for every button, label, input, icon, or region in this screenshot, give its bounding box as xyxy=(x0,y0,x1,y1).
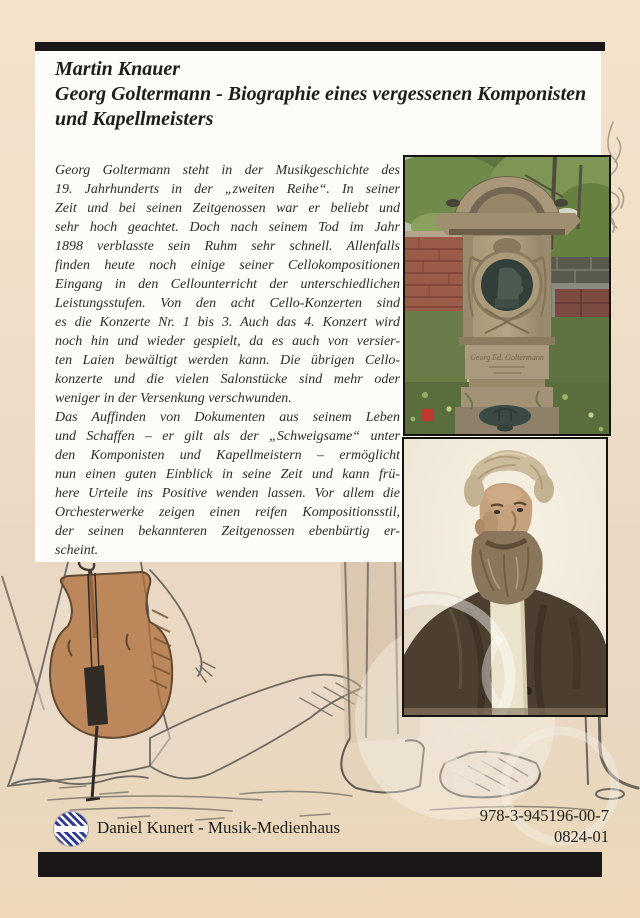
monument-photo xyxy=(403,155,611,436)
publisher-name: Daniel Kunert - Musik-Medienhaus xyxy=(97,818,341,837)
body-text-line: 19. Jahrhunderts in der „zweiten Reihe“. In seiner xyxy=(55,182,400,197)
body-text-line: sehr hoch geachtet. Doch nach seinem Tod im Jahr xyxy=(55,220,400,235)
body-text-line: noch hin und wieder gespielt, da es auch von versier- xyxy=(55,334,400,349)
isbn-block xyxy=(480,805,609,847)
monument-photo-image xyxy=(405,157,609,434)
body-text-line: Orchesterwerke zeigen einen reifen Kompositionsstil, xyxy=(55,505,400,520)
body-text-line: und Schaffen – er gilt als der „Schweigsame“ unter xyxy=(55,429,400,444)
body-text-line: es die Konzerte Nr. 1 bis 3. Auch das 4. Konzert wird xyxy=(55,315,400,330)
body-text-line: ten Laien bewältigt werden kann. Die übrigen Cello- xyxy=(55,353,400,368)
grave-candle xyxy=(421,409,433,421)
body-text-line: Zeit und bei seinen Zeitgenossen war er beliebt und xyxy=(55,201,400,216)
order-number: 0824-01 xyxy=(554,827,609,846)
body-text-line: 1898 verblasste sein Ruhm sehr schnell. Allenfalls xyxy=(55,239,400,254)
portrait-photo xyxy=(402,437,608,717)
body-text-line: here Urteile ins Positive wenden lassen. Vor allem die xyxy=(55,486,400,501)
body-text-line: Leistungsstufen. Von den acht Cello-Konzerten sind xyxy=(55,296,400,311)
publisher-logo-icon xyxy=(54,812,88,846)
portrait-eye-right xyxy=(517,508,523,512)
isbn-number: 978-3-945196-00-7 xyxy=(479,806,609,825)
body-text-line: scheint. xyxy=(55,543,99,558)
bottom-rule xyxy=(38,852,602,877)
author-line: Martin Knauer xyxy=(55,58,181,80)
portrait-eye-left xyxy=(494,510,500,514)
body-text-line: finden heute noch einige seiner Cellokompositionen xyxy=(55,258,400,273)
top-rule xyxy=(35,42,605,51)
body-text-line: weniger in der Versenkung verschwunden. xyxy=(55,391,292,406)
portrait-beard xyxy=(471,531,542,605)
body-text-line: konzerte und die vielen Salonstücke sind mehr oder xyxy=(55,372,400,387)
body-text-line: Das Auffinden von Dokumenten aus seinem Leben xyxy=(55,410,400,425)
body-text-line: den Komponisten und Kapellmeistern – ermöglicht xyxy=(55,448,400,463)
book-title: Georg Goltermann - Biographie eines vergessenen Komponisten und Kapellmeisters xyxy=(55,83,587,130)
body-text-line: Eingang in den Cellounterricht der unterschiedlichen xyxy=(55,277,400,292)
body-text-line: nun einen guten Einblick in seine Zeit und kann frü- xyxy=(55,467,400,482)
footer xyxy=(0,800,640,852)
body-text-line: Georg Goltermann steht in der Musikgeschichte des xyxy=(55,163,400,178)
body-text xyxy=(55,161,400,560)
body-text-line: der seinen bekannteren Zeitgenossen ebenbürtig er- xyxy=(55,524,400,539)
portrait-photo-image xyxy=(404,439,606,715)
monument-inscription: Georg Ed. Goltermann xyxy=(470,353,544,362)
